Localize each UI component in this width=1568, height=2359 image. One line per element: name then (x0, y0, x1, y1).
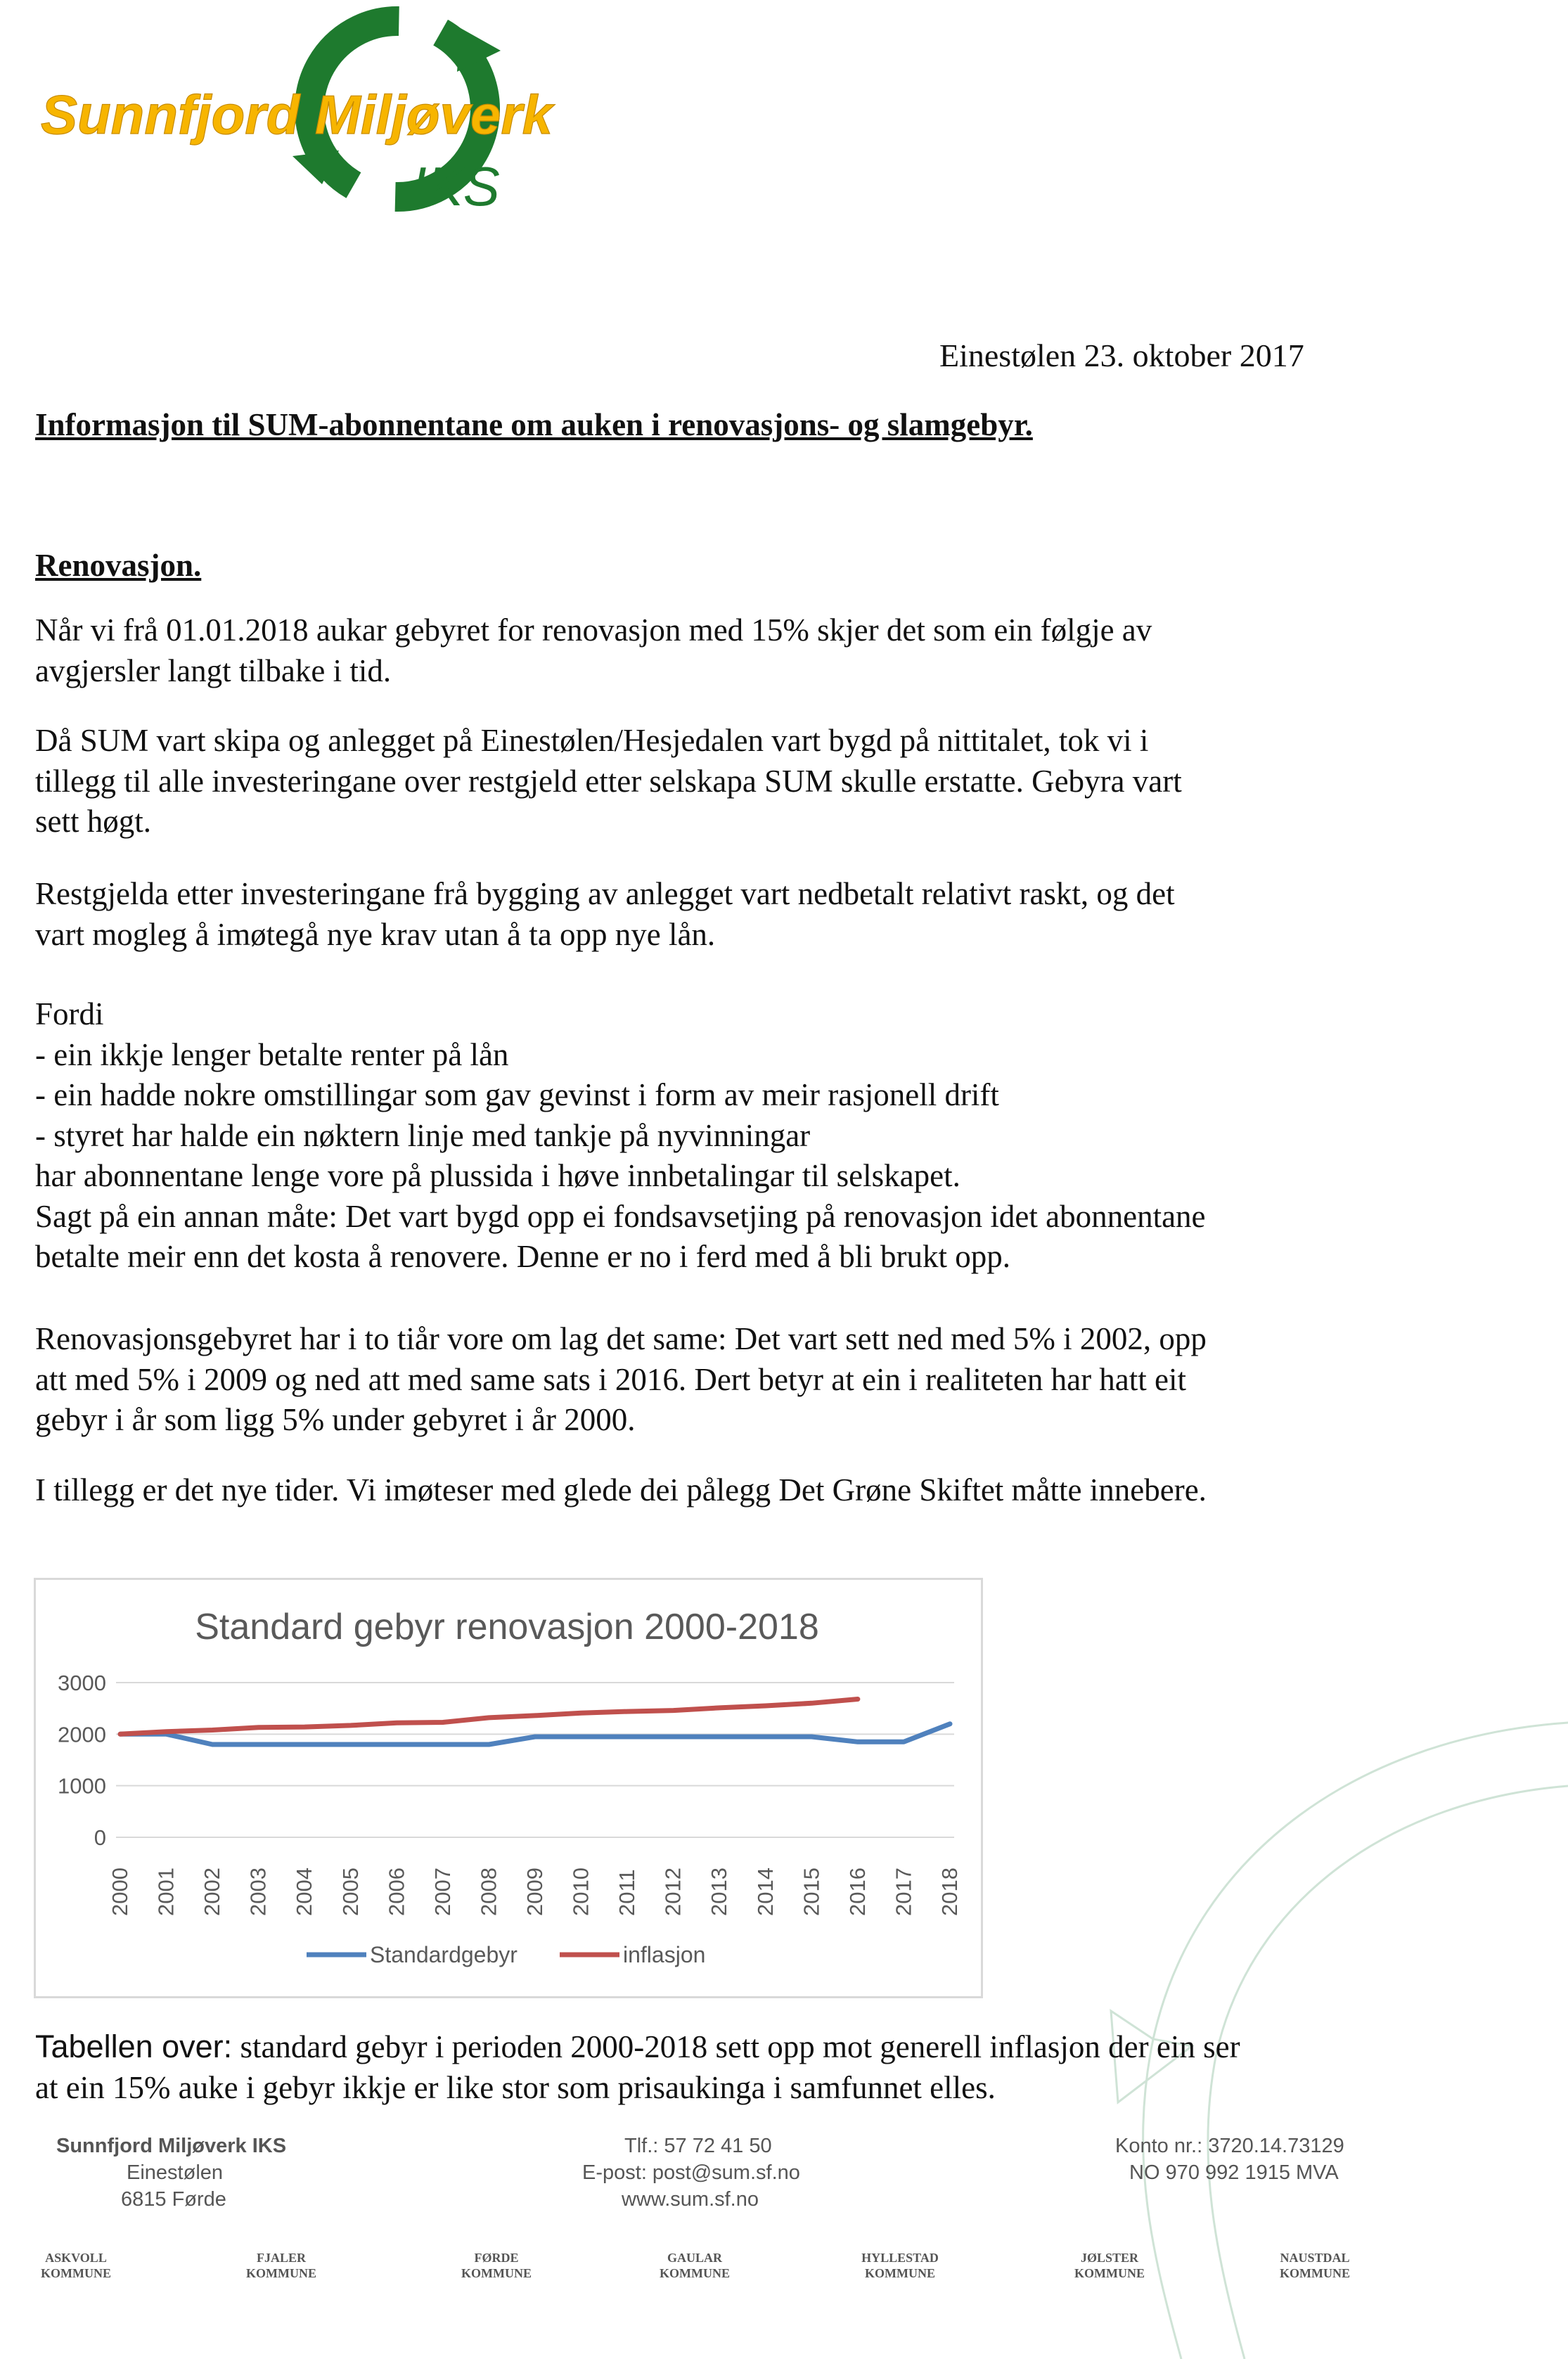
legend-label: inflasjon (623, 1942, 706, 1967)
municipality-hyllestad: HYLLESTAD KOMMUNE (861, 2251, 939, 2280)
x-tick-label: 2006 (384, 1868, 409, 1916)
chart-title: Standard gebyr renovasjon 2000-2018 (195, 1607, 819, 1647)
caption-lead: Tabellen over: (35, 2029, 233, 2064)
paragraph-5: Renovasjonsgebyret har i to tiår vore om lag det same: Det vart sett ned med 5% i 2002, opp att med 5% i 2009 og ned att med same sats i 2016. Dert betyr at ein i realiteten har hatt eit gebyr i år som ligg 5% under gebyret i år 2000. (35, 1321, 1207, 1437)
paragraph-3: Restgjelda etter investeringane frå bygging av anlegget vart nedbetalt relativt raskt, og det vart mogleg å imøtegå nye krav utan å ta opp nye lån. (35, 876, 1175, 952)
x-tick-label: 2013 (707, 1868, 732, 1916)
paragraph-1: Når vi frå 01.01.2018 aukar gebyret for renovasjon med 15% skjer det som ein følgje av avgjersler langt tilbake i tid. (35, 612, 1152, 688)
x-tick-label: 2002 (200, 1868, 225, 1916)
footer-account: Konto nr.: 3720.14.73129 (1115, 2135, 1344, 2157)
y-tick-label: 3000 (58, 1671, 106, 1695)
x-tick-label: 2011 (615, 1869, 640, 1916)
logo-text: Sunnfjord Miljøverk (41, 84, 553, 146)
footer-org: Sunnfjord Miljøverk IKS (56, 2135, 287, 2157)
caption-line-1: standard gebyr i perioden 2000-2018 sett opp mot generell inflasjon der ein ser (232, 2029, 1240, 2064)
municipality-fjaler: FJALER KOMMUNE (246, 2251, 316, 2280)
x-tick-label: 2017 (891, 1868, 916, 1916)
municipality-gaular: GAULAR KOMMUNE (660, 2251, 730, 2280)
x-tick-label: 2008 (476, 1868, 501, 1916)
footer-email: E-post: post@sum.sf.no (582, 2161, 800, 2184)
x-tick-label: 2010 (568, 1868, 593, 1916)
y-tick-label: 2000 (58, 1722, 106, 1747)
x-tick-label: 2014 (752, 1868, 778, 1916)
caption-line-2: at ein 15% auke i gebyr ikkje er like stor som prisaukinga i samfunnet elles. (35, 2069, 996, 2105)
footer-orgnr: NO 970 992 1915 MVA (1129, 2161, 1339, 2184)
footer-address-2: 6815 Førde (121, 2188, 226, 2211)
x-tick-label: 2016 (844, 1868, 870, 1916)
footer-web: www.sum.sf.no (622, 2188, 759, 2211)
company-logo (28, 0, 647, 218)
x-tick-label: 2005 (338, 1868, 363, 1916)
municipality-naustdal: NAUSTDAL KOMMUNE (1280, 2251, 1350, 2280)
series-line-inflasjon (120, 1699, 858, 1735)
logo-subtext: IKS (411, 155, 500, 217)
paragraph-4: Fordi - ein ikkje lenger betalte renter på lån - ein hadde nokre omstillingar som gav gevinst i form av meir rasjonell drift - styret har halde ein nøktern linje med tankje på nyvinningar har abonnentane lenge vore på plussida i høve innbetalingar til selskapet. Sagt på ein annan måte: Det vart bygd opp ei fondsavsetjing på renovasjon idet abonnentane betalte meir enn det kosta å renovere. Denne er no i ferd med å bli brukt opp. (35, 996, 1206, 1274)
letter-title: Informasjon til SUM-abonnentane om auken i renovasjons- og slamgebyr. (35, 407, 1033, 442)
x-tick-label: 2012 (660, 1868, 686, 1916)
paragraph-2: Då SUM vart skipa og anlegget på Einestølen/Hesjedalen vart bygd på nittitalet, tok vi i tillegg til alle investeringane over restgjeld etter selskapa SUM skulle erstatte. Gebyra vart sett høgt. (35, 723, 1182, 839)
footer-phone: Tlf.: 57 72 41 50 (624, 2135, 772, 2157)
municipality-askvoll: ASKVOLL KOMMUNE (41, 2251, 111, 2280)
footer-address-1: Einestølen (127, 2161, 224, 2184)
x-tick-label: 2007 (430, 1868, 455, 1916)
municipality-førde: FØRDE KOMMUNE (461, 2251, 532, 2280)
x-tick-label: 2000 (108, 1868, 132, 1916)
x-tick-label: 2015 (799, 1868, 824, 1916)
letter-date: Einestølen 23. oktober 2017 (939, 338, 1304, 373)
y-tick-label: 1000 (58, 1773, 106, 1799)
legend-label: Standardgebyr (370, 1942, 518, 1967)
line-chart (36, 1580, 981, 1996)
x-tick-label: 2003 (245, 1868, 271, 1916)
chart-caption (35, 2026, 1240, 2108)
x-tick-label: 2001 (153, 1868, 179, 1916)
section-heading: Renovasjon. (35, 548, 202, 583)
x-tick-label: 2004 (292, 1868, 317, 1916)
y-tick-label: 0 (94, 1825, 106, 1850)
paragraph-6: I tillegg er det nye tider. Vi imøteser med glede dei pålegg Det Grøne Skiftet måtte innebere. (35, 1472, 1207, 1508)
municipality-jølster: JØLSTER KOMMUNE (1074, 2251, 1145, 2280)
x-tick-label: 2018 (937, 1868, 962, 1916)
chart-frame (34, 1578, 983, 1998)
x-tick-label: 2009 (522, 1868, 547, 1916)
